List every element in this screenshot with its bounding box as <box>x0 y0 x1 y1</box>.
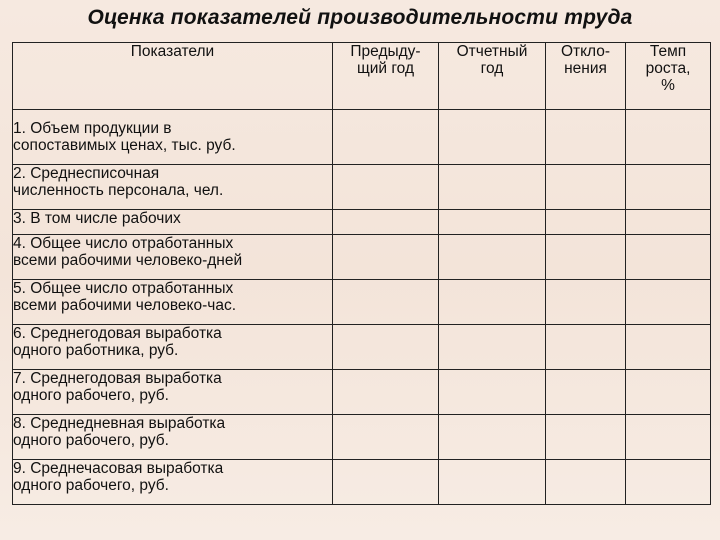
header-reporting-year: Отчетный год <box>439 43 546 110</box>
row-label: 1. Объем продукции в сопоставимых ценах, тыс. руб. <box>13 110 333 165</box>
cell-previous-year <box>333 325 439 370</box>
header-previous-year: Предыду- щий год <box>333 43 439 110</box>
header-growth-rate: Темп роста, % <box>626 43 711 110</box>
row-label: 8. Среднедневная выработка одного рабочего, руб. <box>13 415 333 460</box>
cell-deviation <box>546 370 626 415</box>
cell-growth-rate <box>626 210 711 235</box>
cell-previous-year <box>333 370 439 415</box>
cell-growth-rate <box>626 235 711 280</box>
cell-growth-rate <box>626 280 711 325</box>
cell-deviation <box>546 460 626 505</box>
row-label: 5. Общее число отработанных всеми рабочими человеко-час. <box>13 280 333 325</box>
table-row <box>13 325 711 370</box>
cell-reporting-year <box>439 210 546 235</box>
row-label: 7. Среднегодовая выработка одного рабочего, руб. <box>13 370 333 415</box>
indicators-table <box>12 42 711 505</box>
cell-reporting-year <box>439 235 546 280</box>
cell-reporting-year <box>439 280 546 325</box>
cell-growth-rate <box>626 325 711 370</box>
table-row <box>13 370 711 415</box>
table-header-row <box>13 43 711 110</box>
table-body <box>13 110 711 505</box>
table-row <box>13 415 711 460</box>
cell-previous-year <box>333 415 439 460</box>
cell-growth-rate <box>626 415 711 460</box>
cell-reporting-year <box>439 460 546 505</box>
header-deviation: Откло- нения <box>546 43 626 110</box>
cell-previous-year <box>333 110 439 165</box>
cell-previous-year <box>333 280 439 325</box>
cell-previous-year <box>333 460 439 505</box>
cell-previous-year <box>333 210 439 235</box>
cell-growth-rate <box>626 460 711 505</box>
cell-reporting-year <box>439 165 546 210</box>
table-row <box>13 235 711 280</box>
cell-growth-rate <box>626 370 711 415</box>
table-row <box>13 165 711 210</box>
cell-growth-rate <box>626 165 711 210</box>
cell-deviation <box>546 235 626 280</box>
cell-previous-year <box>333 165 439 210</box>
table-row <box>13 280 711 325</box>
row-label: 9. Среднечасовая выработка одного рабочего, руб. <box>13 460 333 505</box>
row-label: 6. Среднегодовая выработка одного работника, руб. <box>13 325 333 370</box>
table-row <box>13 210 711 235</box>
cell-reporting-year <box>439 325 546 370</box>
cell-deviation <box>546 110 626 165</box>
header-indicators: Показатели <box>13 43 333 110</box>
page-title: Оценка показателей производительности труда <box>87 6 633 29</box>
cell-growth-rate <box>626 110 711 165</box>
cell-deviation <box>546 280 626 325</box>
cell-deviation <box>546 210 626 235</box>
cell-deviation <box>546 415 626 460</box>
cell-reporting-year <box>439 370 546 415</box>
cell-reporting-year <box>439 110 546 165</box>
row-label: 4. Общее число отработанных всеми рабочими человеко-дней <box>13 235 333 280</box>
row-label: 3. В том числе рабочих <box>13 210 333 235</box>
cell-deviation <box>546 325 626 370</box>
cell-reporting-year <box>439 415 546 460</box>
table-row <box>13 460 711 505</box>
cell-previous-year <box>333 235 439 280</box>
row-label: 2. Среднесписочная численность персонала, чел. <box>13 165 333 210</box>
table-row <box>13 110 711 165</box>
cell-deviation <box>546 165 626 210</box>
